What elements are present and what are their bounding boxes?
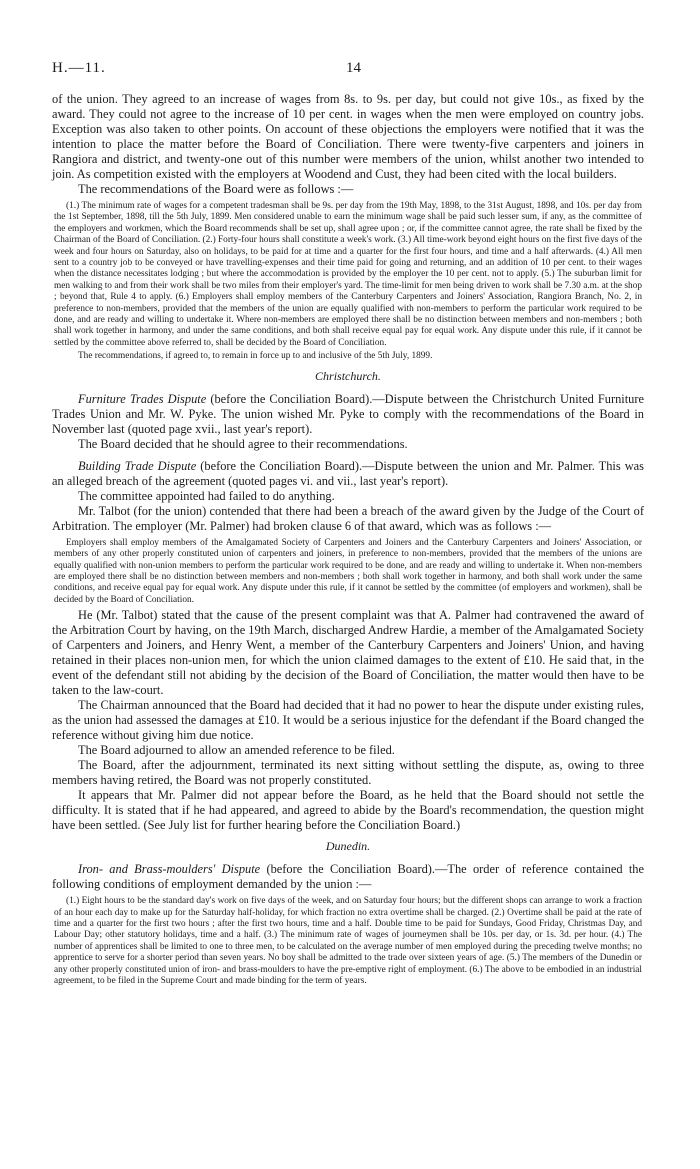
furniture-dispute-text: (before the Conciliation Board).—Dispute between the Christchurch United Furniture Trades Union and Mr. W. Pyke. The union wished Mr. Pyke to comply with the recommendations of the Board in November last (quoted page xvii., last year's report). [52,391,644,436]
moulders-dispute-title: Iron- and Brass-moulders' Dispute [78,862,261,877]
paragraph-moulders-dispute [52,862,644,892]
paragraph-board-terminated: The Board, after the adjournment, terminated its next sitting without settling the dispute, as, owing to three members having retired, the Board was not properly constituted. [52,758,644,788]
moulders-conditions-small-print: (1.) Eight hours to be the standard day's work on five days of the week, and on Saturday four hours; but the different shops can arrange to work a fraction of an hour each day to make up for the Saturday half-holiday, for which fraction no extra overtime shall be charged. (2.) Overtime shall be paid at the rate of time and a quarter for the first two hours ; after the first two hours, time and a half. Double time to be paid for Sundays, Good Friday, Christmas Day, and Labour Day; other statutory holidays, time and a half. (3.) The minimum rate of wages of journeymen shall be 10s. per day, or 1s. 3d. per hour. (4.) The number of apprentices shall be limited to one to three men, to be calculated on the average number of men employed during the preceding twelve months; no apprentice to serve for a shorter period than seven years. No boy shall be admitted to the trade over sixteen years of age. (5.) The members of the Dunedin or any other properly constituted union of iron- and brass-moulders to have the pre-emptive right of employment. (6.) The above to be embodied in an industrial agreement, to be filed in the Supreme Court and made binding for the term of years. [54,896,642,986]
section-heading-christchurch: Christchurch. [315,368,381,383]
paragraph-committee-failed: The committee appointed had failed to do anything. [78,488,335,503]
body-text [52,92,644,989]
report-reference: H.—11. [52,60,106,76]
building-dispute-title: Building Trade Dispute [78,458,197,473]
building-dispute-text: (before the Conciliation Board).—Dispute between the union and Mr. Palmer. This was an alleged breach of the agreement (quoted pages vi. and vii., last year's report). [52,458,644,488]
paragraph-chairman-announcement: The Chairman announced that the Board had decided that it had no power to hear the dispute under existing rules, as the union had assessed the damages at £10. It would be a serious injustice for the defendant if the Board changed the reference without giving him due notice. [52,698,644,743]
section-heading-dunedin: Dunedin. [325,839,371,854]
recommendations-duration-note: The recommendations, if agreed to, to remain in force up to and inclusive of the 5th July, 1899. [78,351,433,362]
award-clause-small-print: Employers shall employ members of the Amalgamated Society of Carpenters and Joiners and the Canterbury Carpenters and Joiners' Association, or members of any other properly constituted union of carpenters and joiners, in preference to non-members, provided that the members of the unions are equally qualified with non-union members to perform the particular work required to be done, and are ready and willing to undertake it. When non-members are employed there shall be no distinction between members and non-members ; both shall work together in harmony, and both shall work under the same conditions, and receive equal pay for equal work. Any dispute under this rule, if it cannot be settled by the committee (of employers and workmen), shall be decided by the Board of Conciliation. [54,537,642,605]
paragraph-board-adjourned: The Board adjourned to allow an amended reference to be filed. [78,743,395,758]
running-header [52,60,644,80]
paragraph-furniture-decision: The Board decided that he should agree to their recommendations. [78,436,408,451]
furniture-dispute-title: Furniture Trades Dispute [78,391,207,406]
moulders-dispute-text: (before the Conciliation Board).—The order of reference contained the following conditions of employment demanded by the union :— [52,862,644,892]
paragraph-rangiora-context: of the union. They agreed to an increase of wages from 8s. to 9s. per day, but could not give 10s., as fixed by the award. They could not agree to the increase of 10 per cent. in wages when the men were employed on country jobs. Exception was also taken to other points. On account of these objections the employers were notified that it was the intention to place the matter before the Board of Conciliation. There were twenty-five carpenters and joiners in Rangiora and district, and twenty-one out of this number were members of the union, whilst another two intended to join. As competition existed with the employers at Woodend and Cust, they had been cited with the local builders. [52,92,644,181]
paragraph-recommendations-intro: The recommendations of the Board were as follows :— [78,182,354,196]
paragraph-talbot-contention: Mr. Talbot (for the union) contended that there had been a breach of the award given by the Judge of the Court of Arbitration. The employer (Mr. Palmer) had broken clause 6 of that award, which was as follows :— [52,503,644,533]
recommendations-small-print: (1.) The minimum rate of wages for a competent tradesman shall be 9s. per day from the 19th May, 1898, to the 31st August, 1898, and 10s. per day from the 1st September, 1898, till the 5th July, 1899. Men considered unable to earn the minimum wage shall be paid such lesser sum, if any, as the committee of the employers and workmen, which the Board recommends shall be set up, shall agree upon ; or, if the committee cannot agree, the rate shall be fixed by the Chairman of the Board of Conciliation. (2.) Forty-four hours shall constitute a week's work. (3.) All time-work beyond eight hours on the first five days of the week and four hours on Saturday, also on holidays, to be paid for at time and a quarter for the first four hours, and time and a half afterwards. (4.) All men sent to a country job to be conveyed or have travelling-expenses and their time paid for going and returning, and an addition of 10 per cent. to their wages when the distance necessitates lodging ; but where the accommodation is provided by the employer the 10 per cent. not to apply. (5.) The suburban limit for men walking to and from their work shall be two miles from their employer's yard. The time-limit for men being driven to work shall be 7.30 a.m. at the shop ; beyond that, Rule 4 to apply. (6.) Employers shall employ members of the Canterbury Carpenters and Joiners' Association, Rangiora Branch, No. 2, in preference to non-members, provided that the members of the union are equally qualified with non-members to perform the particular work required to be done, and are ready and willing to undertake it. Where non-members are employed there shall be no distinction between members and non-members ; both shall work together in harmony, and under the same conditions, and both shall receive equal pay for equal work. Any dispute under this rule, if it cannot be settled by the committee above referred to, shall be decided by the Board of Conciliation. [54,201,642,348]
paragraph-furniture-dispute [52,392,644,437]
page-number: 14 [346,60,361,76]
paragraph-talbot-complaint: He (Mr. Talbot) stated that the cause of the present complaint was that A. Palmer had contravened the award of the Arbitration Court by having, on the 19th March, discharged Andrew Hardie, a member of the Amalgamated Society of Carpenters and Joiners, and Henry Went, a member of the Canterbury Carpenters and Joiners' Union, and having retained in their places non-union men, for which the union claimed damages to the extent of £10. He said that, in the event of the defendant still not abiding by the decision of the Board of Conciliation, the matter would then have to be taken to the law-court. [52,608,644,698]
paragraph-building-dispute [52,459,644,489]
paragraph-palmer-absence: It appears that Mr. Palmer did not appear before the Board, as he held that the Board should not settle the difficulty. It is stated that if he had appeared, and agreed to abide by the Board's recommendation, the question might have been settled. (See July list for further hearing before the Conciliation Board.) [52,788,644,833]
